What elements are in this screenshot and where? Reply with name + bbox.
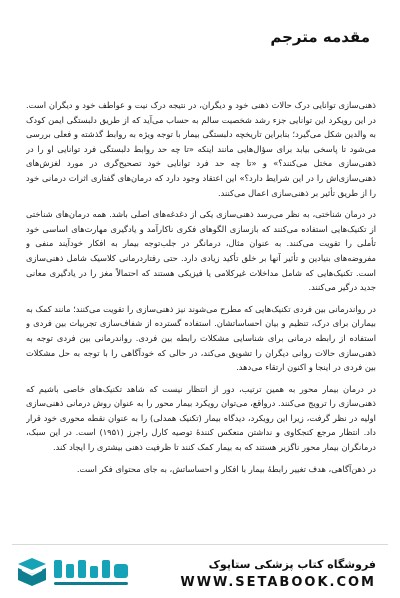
footer-divider xyxy=(12,544,388,545)
paragraph: در ذهن‌آگاهی، هدف تغییر رابطهٔ بیمار با افکار و احساساتش، به جای محتوای فکر است. xyxy=(76,463,376,474)
paragraph: در رواندرمانی بین فردی تکنیک‌هایی که مطرح می‌شوند نیز ذهنی‌سازی را تقویت می‌کنند؛ مانند کمک به بیماران برای درک، تنظیم و بیان احساساتشان. استفاده گسترده از شفاف‌سازی تجربیات بین فردی و استفاده از رابطه درمانی برای شناسایی مشکلات رابطه بین فردی. رواندرمانی بین فردی توجه به ذهنی‌سازی حالات روانی دیگران را تشویق می‌کند، در حالی که خودآگاهی را با توجه به حل مشکلات بین فردی در اینجا و اکنون ارتقاء می‌دهد. xyxy=(26,303,376,373)
shop-url-link[interactable]: WWW.SETABOOK.COM xyxy=(180,575,376,590)
footer-banner xyxy=(0,542,400,598)
setabook-logo xyxy=(12,550,142,592)
paragraph: ذهنی‌سازی توانایی درک حالات ذهنی خود و دیگران، در نتیجه درک نیت و عواطف خود و دیگران است. در این رویکرد این توانایی جزء رشد شخصیت سالم به حساب می‌آید که از طریق دلبستگی ایمن کودک به والدین شکل می‌گیرد؛ بنابراین تاریخچه دلبستگی بیمار با توجه ویژه به روابط گذشته و فعلی بررسی می‌شود تا پاسخی بیابد برای سؤال‌هایی مانند اینکه «تا چه حد روابط دلبستگی فرد توانایی او را در ذهنی‌سازی مختل می‌کنند؟» و «تا چه حد فرد توانایی خود تصحیح‌گری در مورد لغزش‌های ذهنی‌سازی‌اش را در این شرایط دارد؟» این اعتقاد وجود دارد که درمان‌های گفتاری اثرات درمانی خود را از طریق تأثیر بر ذهنی‌سازی اعمال می‌کنند. xyxy=(26,100,376,198)
paragraph: در درمان شناختی، به نظر می‌رسد ذهنی‌سازی یکی از دغدغه‌های اصلی باشد. همه درمان‌های شناختی از تکنیک‌هایی استفاده می‌کنند که بازسازی الگوهای فکری ناکارآمد و یادگیری مهارت‌های اساسی خود تأملی را تقویت می‌کنند. به عنوان مثال، درمانگر در جلب‌توجه بیمار به افکار خودآیند منفی و مفروضه‌های بنیادین و تأثیر آنها بر خلق تأکید زیادی دارد. حتی رفتاردرمانی کلاسیک شامل ذهنی‌سازی است. تکنیک‌هایی که شامل مداخلات غیرکلامی یا فیزیکی هستند که احتمالاً مغز را در یادگیری معانی جدید درگیر می‌کنند. xyxy=(26,209,376,293)
paragraph: در درمان بیمار محور به همین ترتیب، دور از انتظار نیست که شاهد تکنیک‌های خاصی باشیم که ذهنی‌سازی را ترویج می‌کنند. درواقع، می‌توان رویکرد بیمار محور را به عنوان روش درمانی ذهنی‌سازی اولیه در نظر گرفت، زیرا این رویکرد، دیدگاه بیمار (تکنیک همدلی) را به عنوان نقطه محوری خود قرار داد. انتظار مرجع کنجکاوی و نداشتن منعکس کنندهٔ توصیه کارل راجرز (۱۹۵۱) است. در این سبک، درمانگران بیمار محور ناگزیر هستند که به بیمار کمک کنند تا ظرفیت ذهنی بیشتری را ایجاد کند. xyxy=(26,383,376,453)
body-text xyxy=(26,98,376,540)
page-title: مقدمه مترجم xyxy=(270,28,370,46)
shop-name: فروشگاه کتاب پزشکی ستاپوک xyxy=(208,558,376,571)
